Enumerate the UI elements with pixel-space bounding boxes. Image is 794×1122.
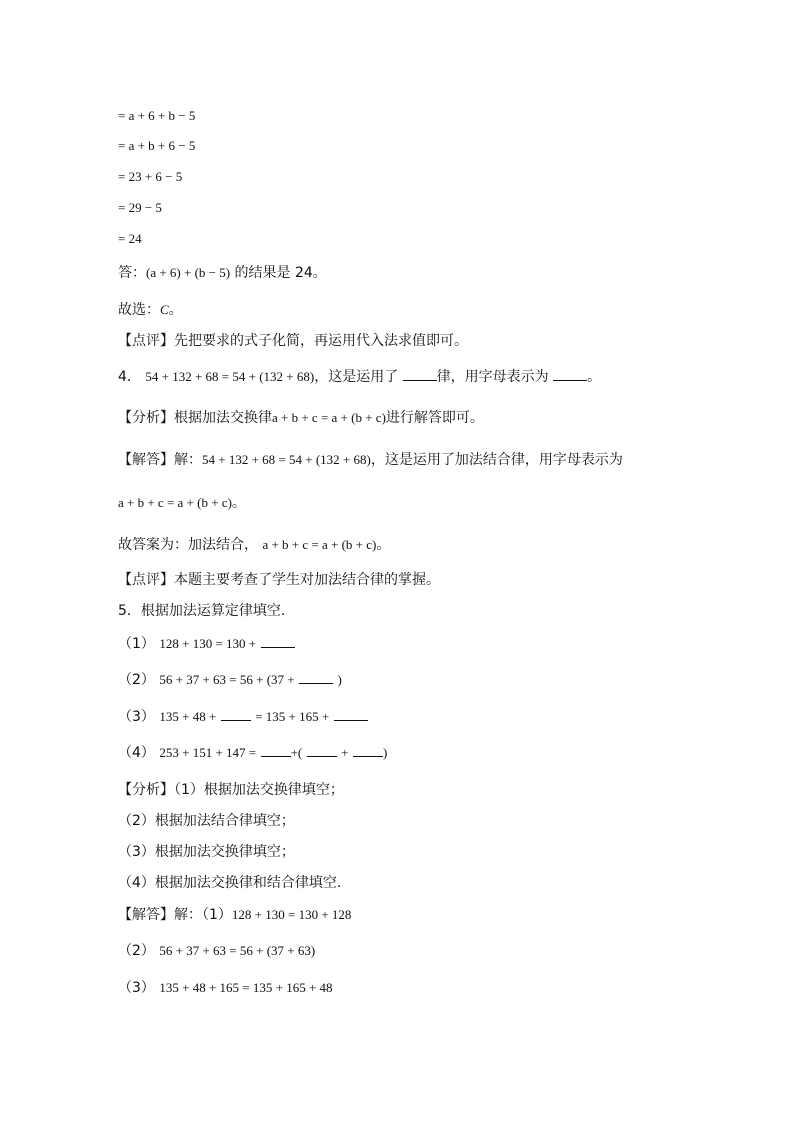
choose-line xyxy=(118,300,183,320)
answer-suffix: 的结果是 24。 xyxy=(234,265,327,281)
q5-part-2-label: （2） xyxy=(118,672,155,688)
q5-part-4-expression-c: + xyxy=(341,745,349,760)
q4-final-answer xyxy=(118,535,390,555)
q4-final-expression: a + b + c = a + (b + c) xyxy=(262,537,377,552)
q5-part-2-blank xyxy=(299,671,333,684)
q4-solution-suffix: ，这是运用了加法结合律，用字母表示为 xyxy=(370,452,623,468)
q4-comment: 【点评】本题主要考查了学生对加法结合律的掌握。 xyxy=(118,572,440,588)
step-line-1: = a + 6 + b − 5 xyxy=(118,108,196,123)
answer-expression: (a + 6) + (b − 5) xyxy=(146,265,231,280)
step-line-2: = a + b + 6 − 5 xyxy=(118,138,196,153)
q4-expression: 54 + 132 + 68 = 54 + (132 + 68) xyxy=(145,369,315,384)
q5-part-4-blank-3 xyxy=(353,744,383,757)
q5-part-4-label: （4） xyxy=(118,745,155,761)
q5-part-2-close: ) xyxy=(337,672,342,687)
choose-prefix: 故选： xyxy=(118,302,160,318)
q5-analysis-4: （4）根据加法交换律和结合律填空. xyxy=(118,875,342,891)
q5-analysis-1: 【分析】（1）根据加法交换律填空； xyxy=(118,782,344,798)
q4-solution-expression: 54 + 132 + 68 = 54 + (132 + 68) xyxy=(202,452,371,467)
q5-part-4-blank-1 xyxy=(261,744,291,757)
choose-suffix: 。 xyxy=(168,302,183,318)
q5-solution-1-expression: 128 + 130 = 130 + 128 xyxy=(231,907,352,922)
q5-part-4 xyxy=(118,743,387,763)
q4-blank-2 xyxy=(553,368,587,381)
q5-part-4-expression-b: +( xyxy=(290,745,303,760)
q4-blank-1 xyxy=(403,368,437,381)
q5-part-1-expression: 128 + 130 = 130 + xyxy=(159,636,257,651)
q4-solution-prefix: 【解答】解： xyxy=(118,452,202,468)
step-line-3: = 23 + 6 − 5 xyxy=(118,169,183,184)
q5-part-3-blank-1 xyxy=(221,708,251,721)
q5-analysis-3: （3）根据加法交换律填空； xyxy=(118,844,295,860)
q4-final-end: 。 xyxy=(376,537,391,553)
q5-solution-2-label: （2） xyxy=(118,943,155,959)
choose-value: C xyxy=(160,302,169,317)
step-line-5: = 24 xyxy=(118,231,142,246)
q5-part-3-expression-a: 135 + 48 + xyxy=(159,709,217,724)
q5-part-3-expression-b: = 135 + 165 + xyxy=(255,709,330,724)
q5-part-1-blank xyxy=(261,635,295,648)
q5-part-4-blank-2 xyxy=(307,744,337,757)
q5-part-3-blank-2 xyxy=(334,708,368,721)
q5-part-4-expression-a: 253 + 151 + 147 = xyxy=(159,745,257,760)
q5-analysis-2: （2）根据加法结合律填空； xyxy=(118,813,295,829)
q5-solution-3 xyxy=(118,978,333,998)
q5-part-4-expression-d: ) xyxy=(382,745,388,760)
q5-part-3 xyxy=(118,707,368,727)
step-line-4: = 29 − 5 xyxy=(118,200,162,215)
q4-number: 4． xyxy=(118,369,141,385)
q4-analysis-suffix: 进行解答即可。 xyxy=(385,410,484,426)
q4-solution xyxy=(118,450,623,470)
q4-solution-formula xyxy=(118,493,246,513)
q3-comment: 【点评】先把要求的式子化简，再运用代入法求值即可。 xyxy=(118,333,468,349)
q4-text-3: 。 xyxy=(587,369,602,385)
q4-final-prefix: 故答案为：加法结合， xyxy=(118,537,258,553)
q5-solution-3-expression: 135 + 48 + 165 = 135 + 165 + 48 xyxy=(159,980,333,995)
q4-solution-expression-2: a + b + c = a + (b + c) xyxy=(118,495,232,510)
q4-analysis-prefix: 【分析】根据加法交换律 xyxy=(118,410,272,426)
q5-solution-2 xyxy=(118,941,315,961)
q4-text-2: 律，用字母表示为 xyxy=(436,369,554,385)
q5-part-2 xyxy=(118,670,342,690)
q5-solution-prefix: 【解答】解：（1） xyxy=(118,907,232,923)
q5-part-1 xyxy=(118,634,295,654)
q5-solution-1 xyxy=(118,905,351,925)
q4-question xyxy=(118,367,601,387)
q5-part-3-label: （3） xyxy=(118,709,155,725)
q4-solution-end: 。 xyxy=(231,495,246,511)
q5-solution-3-label: （3） xyxy=(118,980,155,996)
answer-line xyxy=(118,263,327,283)
q4-analysis xyxy=(118,408,484,428)
q5-solution-2-expression: 56 + 37 + 63 = 56 + (37 + 63) xyxy=(159,943,316,958)
q4-text-1: ，这是运用了 xyxy=(314,369,403,385)
answer-prefix: 答： xyxy=(118,265,146,281)
q5-part-2-expression: 56 + 37 + 63 = 56 + (37 + xyxy=(159,672,295,687)
q4-analysis-expression: a + b + c = a + (b + c) xyxy=(272,410,386,425)
q5-part-1-label: （1） xyxy=(118,636,155,652)
q5-title: 5．根据加法运算定律填空. xyxy=(118,603,286,619)
